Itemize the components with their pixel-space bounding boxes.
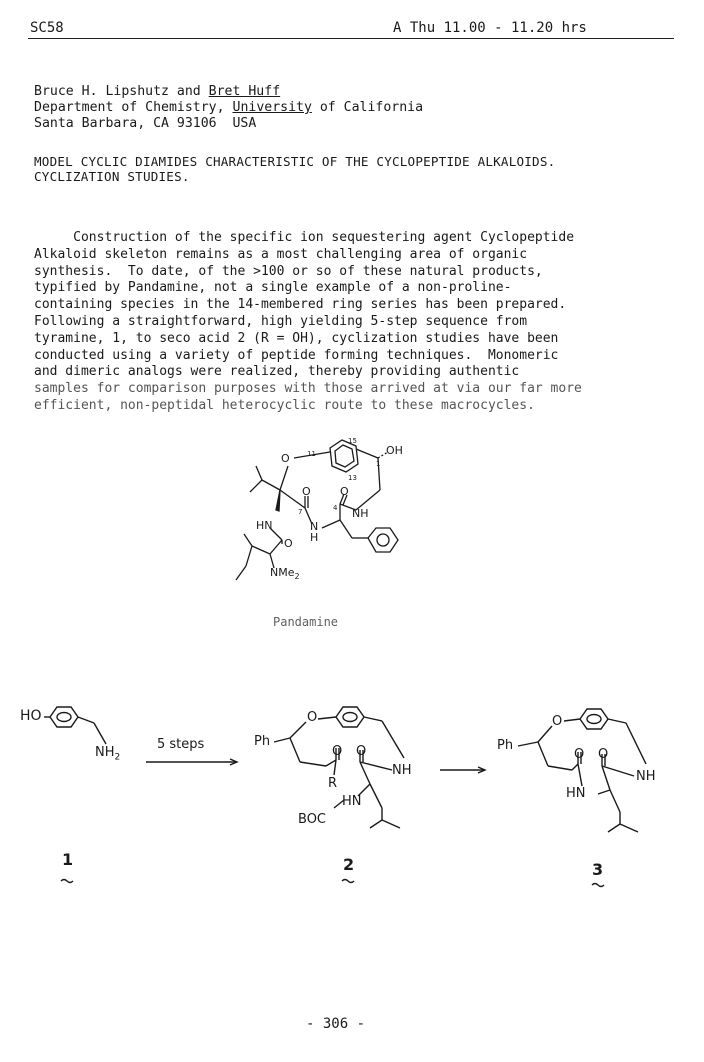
cmpd3-ch-ch2 (538, 742, 548, 766)
cmpd2-leu-1 (370, 784, 382, 808)
cmpd1-tilde (61, 880, 73, 883)
cmpd1-number: 1 (62, 850, 74, 869)
cmpd3-leu-1 (610, 790, 620, 812)
abstract-line: Construction of the specific ion sequestering agent Cyclopeptide (34, 230, 575, 245)
cmpd1-ho-label: HO (20, 708, 42, 724)
abstract-line: samples for comparison purposes with those arrived at via our far more (34, 381, 582, 397)
cmpd1-ring-inner (57, 713, 71, 722)
cmpd2-nh-label: NH (392, 763, 412, 778)
paper-title-line-1: MODEL CYCLIC DIAMIDES CHARACTERISTIC OF THE CYCLOPEPTIDE ALKALOIDS. (34, 154, 556, 169)
pandamine-nh-label: NH (352, 507, 369, 520)
cmpd2-ring-chain (364, 717, 382, 721)
pandamine-n7: 7 (298, 508, 303, 516)
presenting-author: Bret Huff (208, 84, 281, 99)
pandamine-caption: Pandamine (273, 615, 339, 629)
cmpd1-chain-2 (94, 723, 106, 744)
cmpd1-nh2-label (95, 745, 120, 763)
cmpd3-ch2-c (548, 766, 572, 770)
cmpd3-tilde (592, 884, 604, 887)
cmpd2-ph-ch (274, 738, 290, 742)
session-code: SC58 (30, 20, 64, 36)
cmpd2-r-label: R (328, 776, 338, 791)
abstract-line: synthesis. To date, of the >100 or so of these natural products, (34, 263, 543, 279)
cmpd2-chain-nh (382, 721, 404, 758)
cmpd2-ring-inner (343, 713, 357, 722)
author-names: Bruce H. Lipshutz and (34, 84, 209, 99)
cmpd3-number: 3 (592, 860, 604, 879)
pandamine-nme-sub: 2 (294, 572, 300, 582)
paper-title-line-2: CYCLIZATION STUDIES. (34, 169, 190, 184)
cmpd3-ring (580, 709, 608, 729)
cmpd2-ca (360, 762, 370, 784)
pandamine-o-label: O (281, 452, 290, 465)
cmpd3-chain-nh (626, 723, 646, 764)
abstract-line: Alkaloid skeleton remains as a most challenging area of organic (34, 246, 528, 262)
cmpd3-leu-4 (620, 824, 638, 832)
pandamine-nme-text: NMe (270, 566, 295, 579)
cmpd2-ch-ch2 (290, 738, 300, 762)
cmpd1-ring (50, 707, 78, 727)
abstract-line: tyramine, 1, to seco acid 2 (R = OH), cyclization studies have been (34, 330, 559, 346)
cmpd2-c-r (334, 760, 336, 775)
cmpd2-ch2-c (300, 762, 326, 766)
abstract-line: containing species in the 14-membered ring series has been prepared. (34, 297, 567, 313)
cmpd2-boc-label: BOC (298, 812, 326, 827)
cmpd2-ether-ring (318, 717, 336, 719)
cmpd2-ph-label: Ph (254, 734, 271, 749)
cmpd3-ph-label: Ph (497, 738, 514, 753)
cmpd2-o2-label: O (356, 744, 367, 759)
cmpd2-ring (336, 707, 364, 727)
cmpd3-nh-label: NH (636, 769, 656, 784)
cmpd2-o-ch (290, 722, 306, 738)
pandamine-n11: 11 (307, 450, 316, 458)
cmpd3-hn-ca (598, 790, 610, 794)
author-line-3: Santa Barbara, CA 93106 USA (34, 116, 257, 131)
cmpd2-o-label: O (307, 710, 318, 725)
cmpd3-ether-ring (564, 719, 580, 721)
pandamine-carbonyl-o2: O (340, 485, 349, 498)
pandamine-n-label: N (310, 520, 319, 533)
pandamine-hn-label: HN (256, 519, 273, 532)
cmpd3-ph-ch (518, 742, 538, 746)
cmpd2-number: 2 (343, 855, 355, 874)
cmpd2-tilde (342, 880, 354, 883)
pandamine-lower-o-label: O (284, 537, 293, 550)
session-time: A Thu 11.00 - 11.20 hrs (393, 20, 587, 36)
cmpd3-c-co (572, 764, 578, 770)
cmpd2-c-co (326, 760, 336, 766)
affiliation-suffix: of California (311, 100, 424, 115)
abstract-line: Following a straightforward, high yielding 5-step sequence from (34, 313, 528, 329)
pandamine-n4: 4 (333, 504, 338, 512)
cmpd2-o1-label: O (332, 744, 343, 759)
cmpd3-o-ch (538, 726, 552, 742)
cmpd3-hn-label: HN (566, 786, 586, 801)
abstract-line: typified by Pandamine, not a single example of a non-proline- (34, 280, 512, 296)
cmpd2-co2-nh (360, 762, 392, 770)
cmpd3-o1-label: O (574, 747, 585, 762)
affiliation-university: University (232, 100, 312, 115)
cmpd3-co2-nh (602, 766, 634, 776)
abstract-line: and dimeric analogs were realized, thereby providing authentic (34, 364, 520, 380)
pandamine-n1: 1 (376, 460, 381, 468)
cmpd3-ca (602, 766, 610, 790)
cmpd2-hn-label: HN (342, 794, 362, 809)
pandamine-oh-label: OH (386, 444, 403, 457)
cmpd3-leu-3 (608, 824, 620, 832)
arrow-1-label: 5 steps (157, 737, 205, 752)
abstract-line: conducted using a variety of peptide forming techniques. Monomeric (34, 347, 559, 363)
cmpd3-ring-chain (608, 719, 626, 723)
affiliation-dept: Department of Chemistry, (34, 100, 233, 115)
pandamine-n13: 13 (348, 474, 357, 482)
cmpd2-leu-3 (370, 820, 382, 828)
cmpd3-o-label: O (552, 714, 563, 729)
cmpd3-o2-label: O (598, 747, 609, 762)
page-number: - 306 - (306, 1016, 366, 1032)
cmpd3-ring-inner (587, 715, 601, 724)
cmpd1-nh-sub: 2 (114, 752, 121, 763)
pandamine-n15: 15 (348, 437, 357, 445)
cmpd3-c-hn (578, 764, 582, 786)
cmpd1-nh-text: NH (95, 745, 115, 760)
pandamine-h-label: H (310, 531, 319, 544)
cmpd1-chain-1 (78, 717, 94, 723)
cmpd2-leu-4 (382, 820, 400, 828)
pandamine-carbonyl-o1: O (302, 485, 311, 498)
abstract-line: efficient, non-peptidal heterocyclic route to these macrocycles. (34, 397, 535, 413)
